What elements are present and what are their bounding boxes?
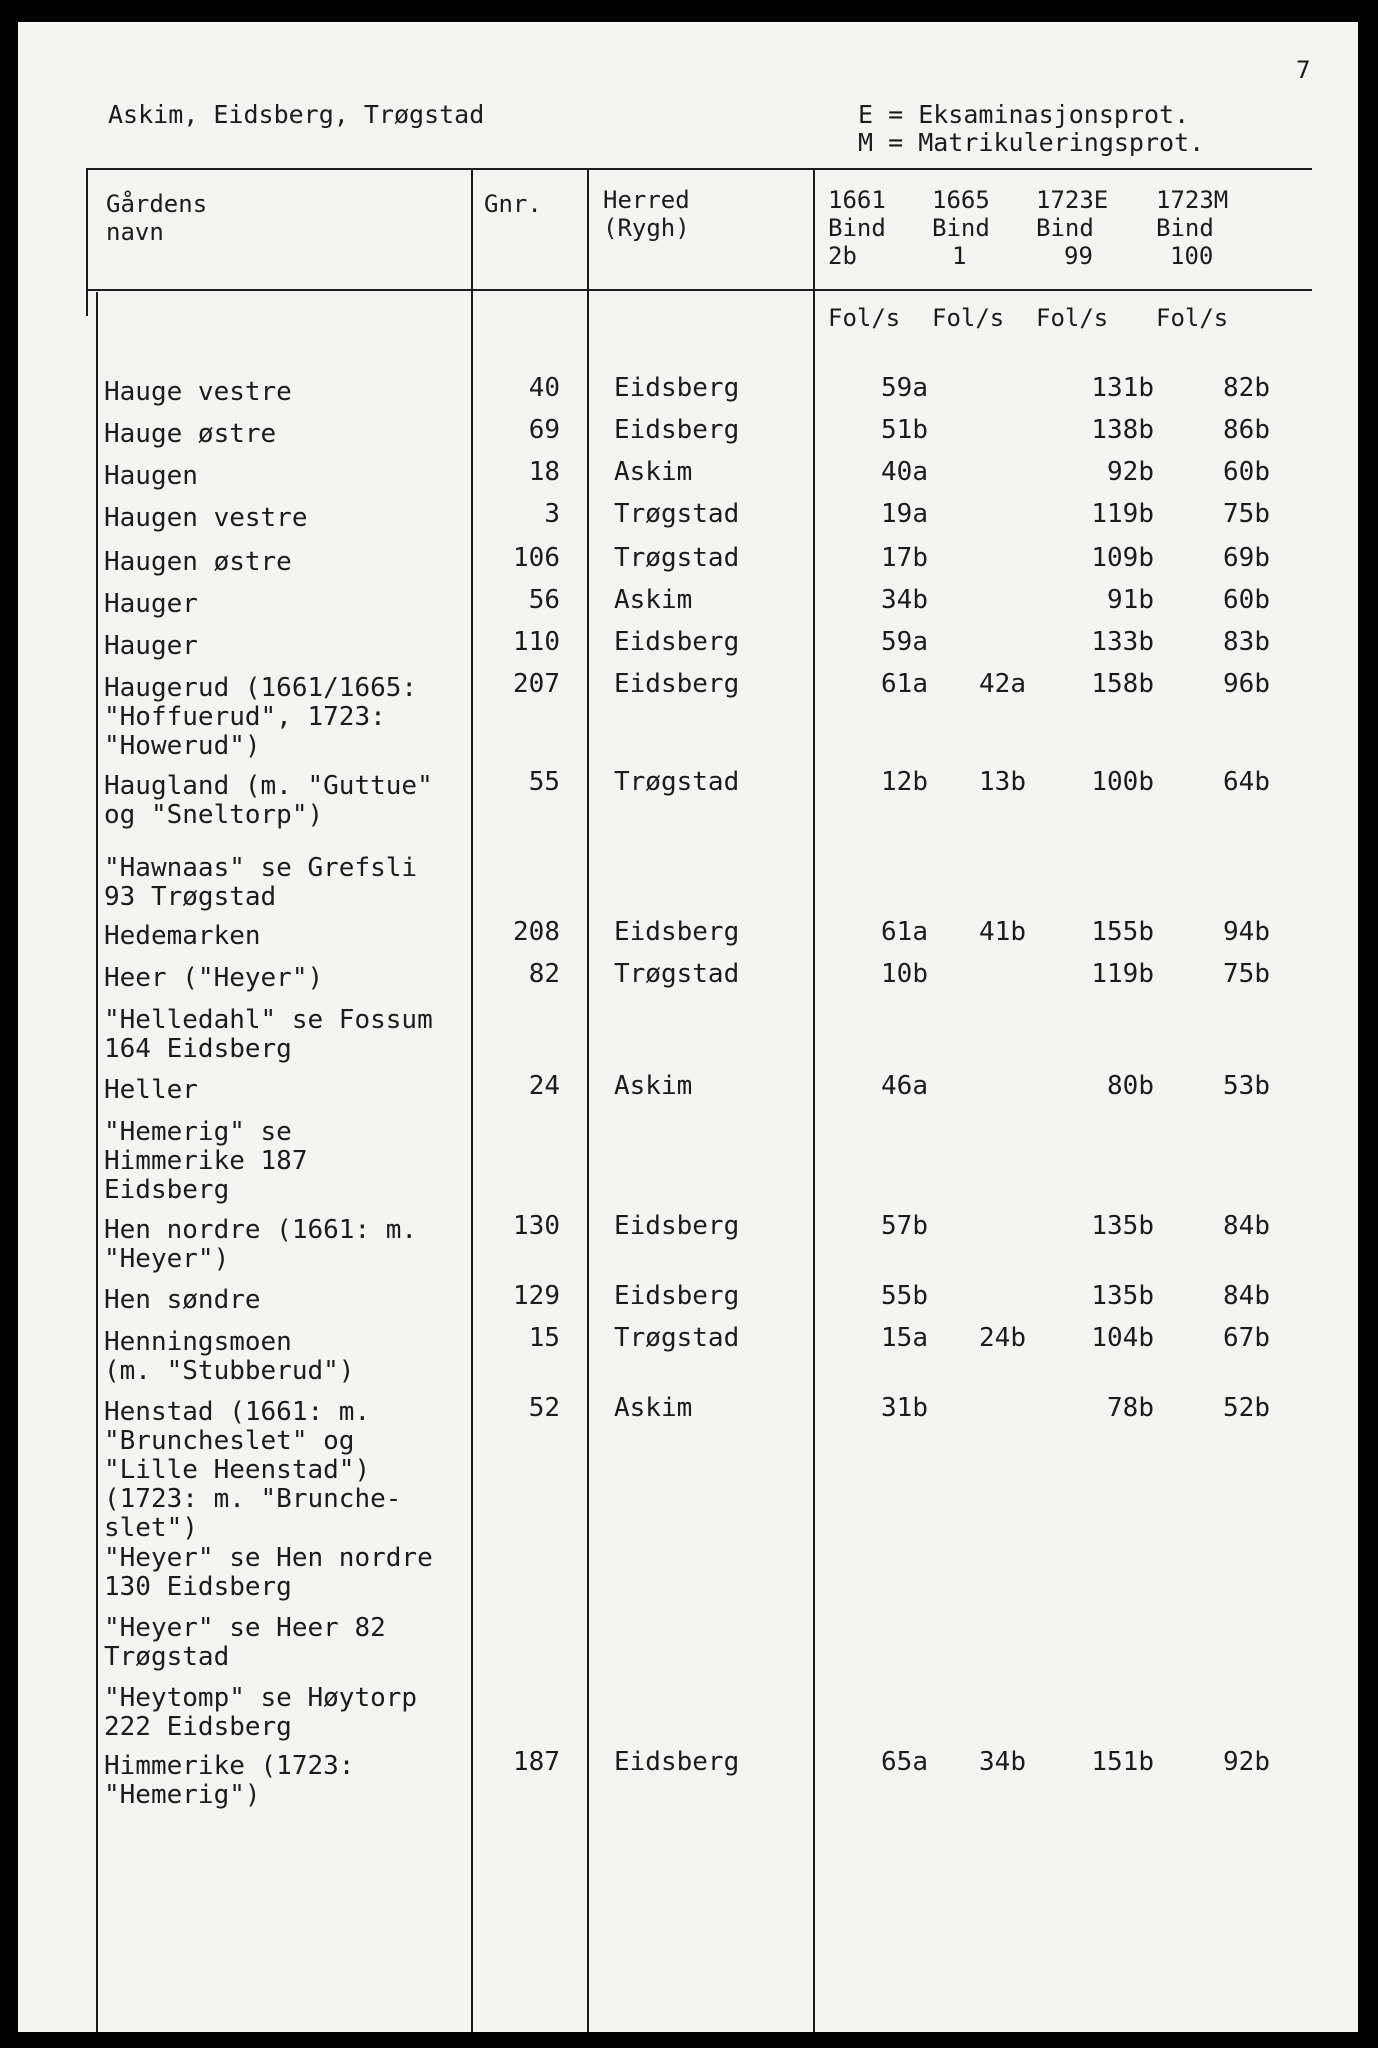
gnr-value: 18	[528, 457, 560, 487]
farm-name: "Howerud")	[104, 731, 261, 761]
gnr-value: 106	[513, 543, 560, 573]
gnr-value: 56	[528, 585, 560, 615]
gnr-value: 187	[513, 1747, 560, 1777]
fol-1723e: 131b	[1091, 373, 1154, 403]
gnr-value: 24	[528, 1071, 560, 1101]
farm-name: "Bruncheslet" og	[104, 1426, 355, 1456]
farm-name: Haugen	[104, 461, 198, 491]
gnr-value: 208	[513, 917, 560, 947]
farm-name: Heller	[104, 1075, 198, 1105]
farm-name: "Hoffuerud", 1723:	[104, 702, 386, 732]
farm-name: Hedemarken	[104, 921, 261, 951]
fol-1723m: 75b	[1223, 959, 1270, 989]
herred-value: Eidsberg	[614, 1211, 740, 1241]
farm-name: Hauger	[104, 631, 198, 661]
farm-name: slet")	[104, 1513, 198, 1543]
farm-name: Hauger	[104, 589, 198, 619]
header-bottom-rule	[86, 289, 1312, 291]
herred-value: Eidsberg	[614, 669, 740, 699]
farm-name: "Hemerig")	[104, 1780, 261, 1810]
fol-1723m: 84b	[1223, 1211, 1270, 1241]
farm-name: "Hemerig" se	[104, 1117, 292, 1147]
fol-1723m: 84b	[1223, 1281, 1270, 1311]
gnr-value: 207	[513, 669, 560, 699]
fol-1723e: 135b	[1091, 1281, 1154, 1311]
fol-1723m: 60b	[1223, 585, 1270, 615]
herred-value: Eidsberg	[614, 917, 740, 947]
column-header-herred: Herred (Rygh)	[603, 186, 690, 242]
herred-value: Trøgstad	[614, 767, 740, 797]
farm-name: Hen søndre	[104, 1285, 261, 1315]
farm-name: Hauge vestre	[104, 377, 292, 407]
column-header-1723e: 1723E Bind 99	[1036, 186, 1109, 270]
column-rule	[86, 168, 88, 316]
fol-1661: 59a	[881, 627, 928, 657]
farm-name: Eidsberg	[104, 1175, 230, 1205]
farm-name: "Heyer")	[104, 1244, 230, 1274]
fol-1723m: 94b	[1223, 917, 1270, 947]
fol-label: Fol/s	[1036, 304, 1109, 332]
fol-1661: 65a	[881, 1747, 928, 1777]
column-rule	[96, 292, 98, 2032]
farm-name: og "Sneltorp")	[104, 800, 324, 830]
gnr-value: 15	[528, 1323, 560, 1353]
legend-line: E = Eksaminasjonsprot.	[858, 100, 1190, 129]
fol-1665: 13b	[979, 767, 1026, 797]
column-header-name: Gårdens navn	[106, 190, 208, 246]
farm-name: Henstad (1661: m.	[104, 1397, 371, 1427]
page-number: 7	[1296, 56, 1311, 84]
herred-value: Trøgstad	[614, 1323, 740, 1353]
fol-1723e: 119b	[1091, 959, 1154, 989]
farm-name: 93 Trøgstad	[104, 882, 277, 912]
farm-name: (1723: m. "Brunche-	[104, 1484, 402, 1514]
fol-1661: 61a	[881, 917, 928, 947]
gnr-value: 55	[528, 767, 560, 797]
fol-1723e: 104b	[1091, 1323, 1154, 1353]
fol-1723e: 78b	[1107, 1393, 1154, 1423]
herred-value: Trøgstad	[614, 543, 740, 573]
fol-1723m: 83b	[1223, 627, 1270, 657]
fol-1665: 24b	[979, 1323, 1026, 1353]
fol-1723m: 86b	[1223, 415, 1270, 445]
farm-name: Hauge østre	[104, 419, 277, 449]
fol-1723m: 64b	[1223, 767, 1270, 797]
fol-1723m: 52b	[1223, 1393, 1270, 1423]
fol-1723m: 96b	[1223, 669, 1270, 699]
fol-1661: 46a	[881, 1071, 928, 1101]
fol-1723m: 67b	[1223, 1323, 1270, 1353]
column-header-1665: 1665 Bind 1	[932, 186, 990, 270]
farm-name: "Heyer" se Heer 82	[104, 1613, 386, 1643]
fol-1661: 57b	[881, 1211, 928, 1241]
herred-value: Askim	[614, 585, 693, 615]
fol-1661: 19a	[881, 499, 928, 529]
fol-1723e: 92b	[1107, 457, 1154, 487]
fol-1661: 17b	[881, 543, 928, 573]
fol-1723m: 60b	[1223, 457, 1270, 487]
fol-1661: 59a	[881, 373, 928, 403]
farm-name: "Helledahl" se Fossum	[104, 1005, 433, 1035]
fol-1661: 34b	[881, 585, 928, 615]
farm-name: "Lille Heenstad")	[104, 1455, 371, 1485]
fol-1665: 42a	[979, 669, 1026, 699]
herred-value: Eidsberg	[614, 1747, 740, 1777]
table-top-rule	[86, 168, 1312, 170]
fol-1723e: 91b	[1107, 585, 1154, 615]
fol-1723e: 133b	[1091, 627, 1154, 657]
farm-name: Himmerike (1723:	[104, 1751, 355, 1781]
fol-1665: 34b	[979, 1747, 1026, 1777]
column-rule	[813, 168, 815, 2032]
farm-name: Haugen vestre	[104, 503, 308, 533]
column-rule	[471, 168, 473, 2032]
farm-name: "Heyer" se Hen nordre	[104, 1543, 433, 1573]
herred-value: Eidsberg	[614, 415, 740, 445]
farm-name: "Heytomp" se Høytorp	[104, 1683, 418, 1713]
fol-1723e: 119b	[1091, 499, 1154, 529]
fol-1661: 51b	[881, 415, 928, 445]
column-header-1661: 1661 Bind 2b	[828, 186, 886, 270]
farm-name: Trøgstad	[104, 1642, 230, 1672]
fol-1723e: 151b	[1091, 1747, 1154, 1777]
fol-1723e: 158b	[1091, 669, 1154, 699]
fol-1661: 10b	[881, 959, 928, 989]
fol-1723m: 82b	[1223, 373, 1270, 403]
herred-value: Trøgstad	[614, 499, 740, 529]
farm-name: 222 Eidsberg	[104, 1712, 292, 1742]
document-page	[18, 22, 1358, 2032]
page-title: Askim, Eidsberg, Trøgstad	[108, 100, 485, 129]
herred-value: Askim	[614, 1393, 693, 1423]
herred-value: Askim	[614, 457, 693, 487]
fol-1723e: 80b	[1107, 1071, 1154, 1101]
herred-value: Trøgstad	[614, 959, 740, 989]
fol-1723e: 100b	[1091, 767, 1154, 797]
farm-name: Heer ("Heyer")	[104, 963, 324, 993]
fol-1723m: 75b	[1223, 499, 1270, 529]
farm-name: 164 Eidsberg	[104, 1034, 292, 1064]
fol-label: Fol/s	[1156, 304, 1229, 332]
gnr-value: 82	[528, 959, 560, 989]
fol-label: Fol/s	[932, 304, 1005, 332]
fol-1665: 41b	[979, 917, 1026, 947]
gnr-value: 110	[513, 627, 560, 657]
farm-name: Himmerike 187	[104, 1146, 308, 1176]
fol-1723m: 69b	[1223, 543, 1270, 573]
herred-value: Eidsberg	[614, 627, 740, 657]
fol-1723e: 138b	[1091, 415, 1154, 445]
fol-1723e: 155b	[1091, 917, 1154, 947]
herred-value: Eidsberg	[614, 373, 740, 403]
column-rule	[587, 168, 589, 2032]
fol-label: Fol/s	[828, 304, 901, 332]
fol-1661: 61a	[881, 669, 928, 699]
gnr-value: 52	[528, 1393, 560, 1423]
farm-name: Haugland (m. "Guttue"	[104, 771, 433, 801]
gnr-value: 69	[528, 415, 560, 445]
farm-name: Haugen østre	[104, 547, 292, 577]
gnr-value: 130	[513, 1211, 560, 1241]
fol-1661: 31b	[881, 1393, 928, 1423]
farm-name: "Hawnaas" se Grefsli	[104, 853, 418, 883]
gnr-value: 3	[544, 499, 560, 529]
fol-1661: 15a	[881, 1323, 928, 1353]
fol-1661: 55b	[881, 1281, 928, 1311]
farm-name: Haugerud (1661/1665:	[104, 673, 418, 703]
herred-value: Askim	[614, 1071, 693, 1101]
legend-line: M = Matrikuleringsprot.	[858, 128, 1205, 157]
farm-name: Hen nordre (1661: m.	[104, 1215, 418, 1245]
gnr-value: 40	[528, 373, 560, 403]
herred-value: Eidsberg	[614, 1281, 740, 1311]
fol-1661: 12b	[881, 767, 928, 797]
column-header-1723m: 1723M Bind 100	[1156, 186, 1229, 270]
farm-name: (m. "Stubberud")	[104, 1356, 355, 1386]
fol-1661: 40a	[881, 457, 928, 487]
farm-name: Henningsmoen	[104, 1327, 292, 1357]
farm-name: 130 Eidsberg	[104, 1572, 292, 1602]
fol-1723m: 92b	[1223, 1747, 1270, 1777]
column-header-gnr: Gnr.	[484, 190, 542, 218]
fol-1723e: 135b	[1091, 1211, 1154, 1241]
fol-1723e: 109b	[1091, 543, 1154, 573]
gnr-value: 129	[513, 1281, 560, 1311]
fol-1723m: 53b	[1223, 1071, 1270, 1101]
